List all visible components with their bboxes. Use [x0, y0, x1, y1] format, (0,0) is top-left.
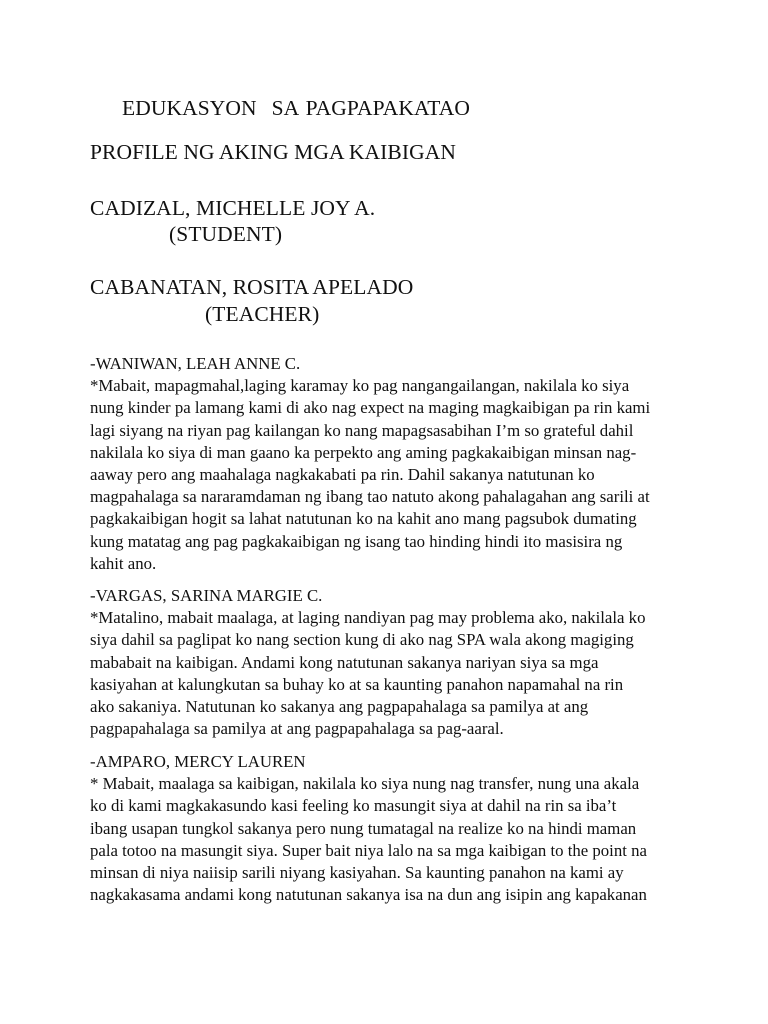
friend-profile-2: [90, 585, 690, 740]
paragraph-line: ako sakaniya. Natutunan ko sakanya ang pagpapahalaga sa pamilya at ang: [90, 697, 589, 717]
paragraph-line: nung kinder pa lamang kami di ako nag expect na maging magkaibigan pa rin kami: [90, 398, 651, 418]
paragraph-line: mababait na kaibigan. Andami kong natutunan sakanya nariyan siya sa mga: [90, 652, 599, 672]
document-subtitle: PROFILE NG AKING MGA KAIBIGAN: [90, 140, 457, 164]
paragraph-line: magpahalaga sa nararamdaman ng ibang tao natuto akong pahalagahan ang sarili at: [90, 487, 650, 507]
paragraph-line: kasiyahan at kalungkutan sa buhay ko at sa kaunting panahon napamahal na rin: [90, 674, 624, 694]
friend-name: -VARGAS, SARINA MARGIE C.: [90, 586, 323, 605]
teacher-name: CABANATAN, ROSITA APELADO: [90, 275, 414, 299]
paragraph-line: pala totoo na masungit siya. Super bait niya lalo na sa mga kaibigan to the point na: [90, 840, 647, 860]
paragraph-line: ko di kami magkakasundo kasi feeling ko masungit siya at dahil na rin sa iba’t: [90, 796, 617, 816]
paragraph-line: minsan di niya naiisip sarili niyang kasiyahan. Sa kaunting panahon na kami ay: [90, 863, 624, 883]
paragraph-line: *Matalino, mabait maalaga, at laging nandiyan pag may problema ako, nakilala ko: [90, 608, 646, 628]
paragraph-line: nakilala ko siya di man gaano ka perpekto ang aming pagkakaibigan minsan nag-: [90, 442, 637, 462]
paragraph-line: nagkakasama andami kong natutunan sakanya isa na dun ang isipin ang kapakanan: [90, 885, 647, 905]
paragraph-line: *Mabait, mapagmahal,laging karamay ko pag nangangailangan, nakilala ko siya: [90, 376, 630, 396]
friend-profile-1: [90, 353, 690, 575]
paragraph-line: * Mabait, maalaga sa kaibigan, nakilala ko siya nung nag transfer, nung una akala: [90, 774, 640, 794]
student-name: CADIZAL, MICHELLE JOY A.: [90, 196, 376, 220]
paragraph-line: pagkakaibigan hogit sa lahat natutunan ko na kahit ano mang pagsubok dumating: [90, 509, 637, 529]
document-title: EDUKASYON SA PAGPAPAKATAO: [122, 96, 470, 120]
paragraph-line: siya dahil sa paglipat ko nang section kung di ako nag SPA wala akong magiging: [90, 630, 634, 650]
friend-name: -AMPARO, MERCY LAUREN: [90, 752, 306, 771]
student-role: (STUDENT): [169, 222, 283, 246]
paragraph-line: lagi siyang na riyan pag kailangan ko nang mapagsasabihan I’m so grateful dahil: [90, 420, 634, 440]
paragraph-line: kung matatag ang pag pagkakaibigan ng isang tao hinding hindi ito masisira ng: [90, 531, 623, 551]
paragraph-line: kahit ano.: [90, 553, 157, 573]
friend-profile-3: [90, 751, 690, 906]
paragraph-line: aaway pero ang maahalaga nagkakabati pa rin. Dahil sakanya natutunan ko: [90, 465, 595, 485]
paragraph-line: pagpapahalaga sa pamilya at ang pagpapahalaga sa pag-aaral.: [90, 719, 504, 739]
friend-name: -WANIWAN, LEAH ANNE C.: [90, 354, 301, 373]
teacher-role: (TEACHER): [205, 302, 320, 326]
paragraph-line: ibang usapan tungkol sakanya pero nung tumatagal na realize ko na hindi maman: [90, 818, 637, 838]
